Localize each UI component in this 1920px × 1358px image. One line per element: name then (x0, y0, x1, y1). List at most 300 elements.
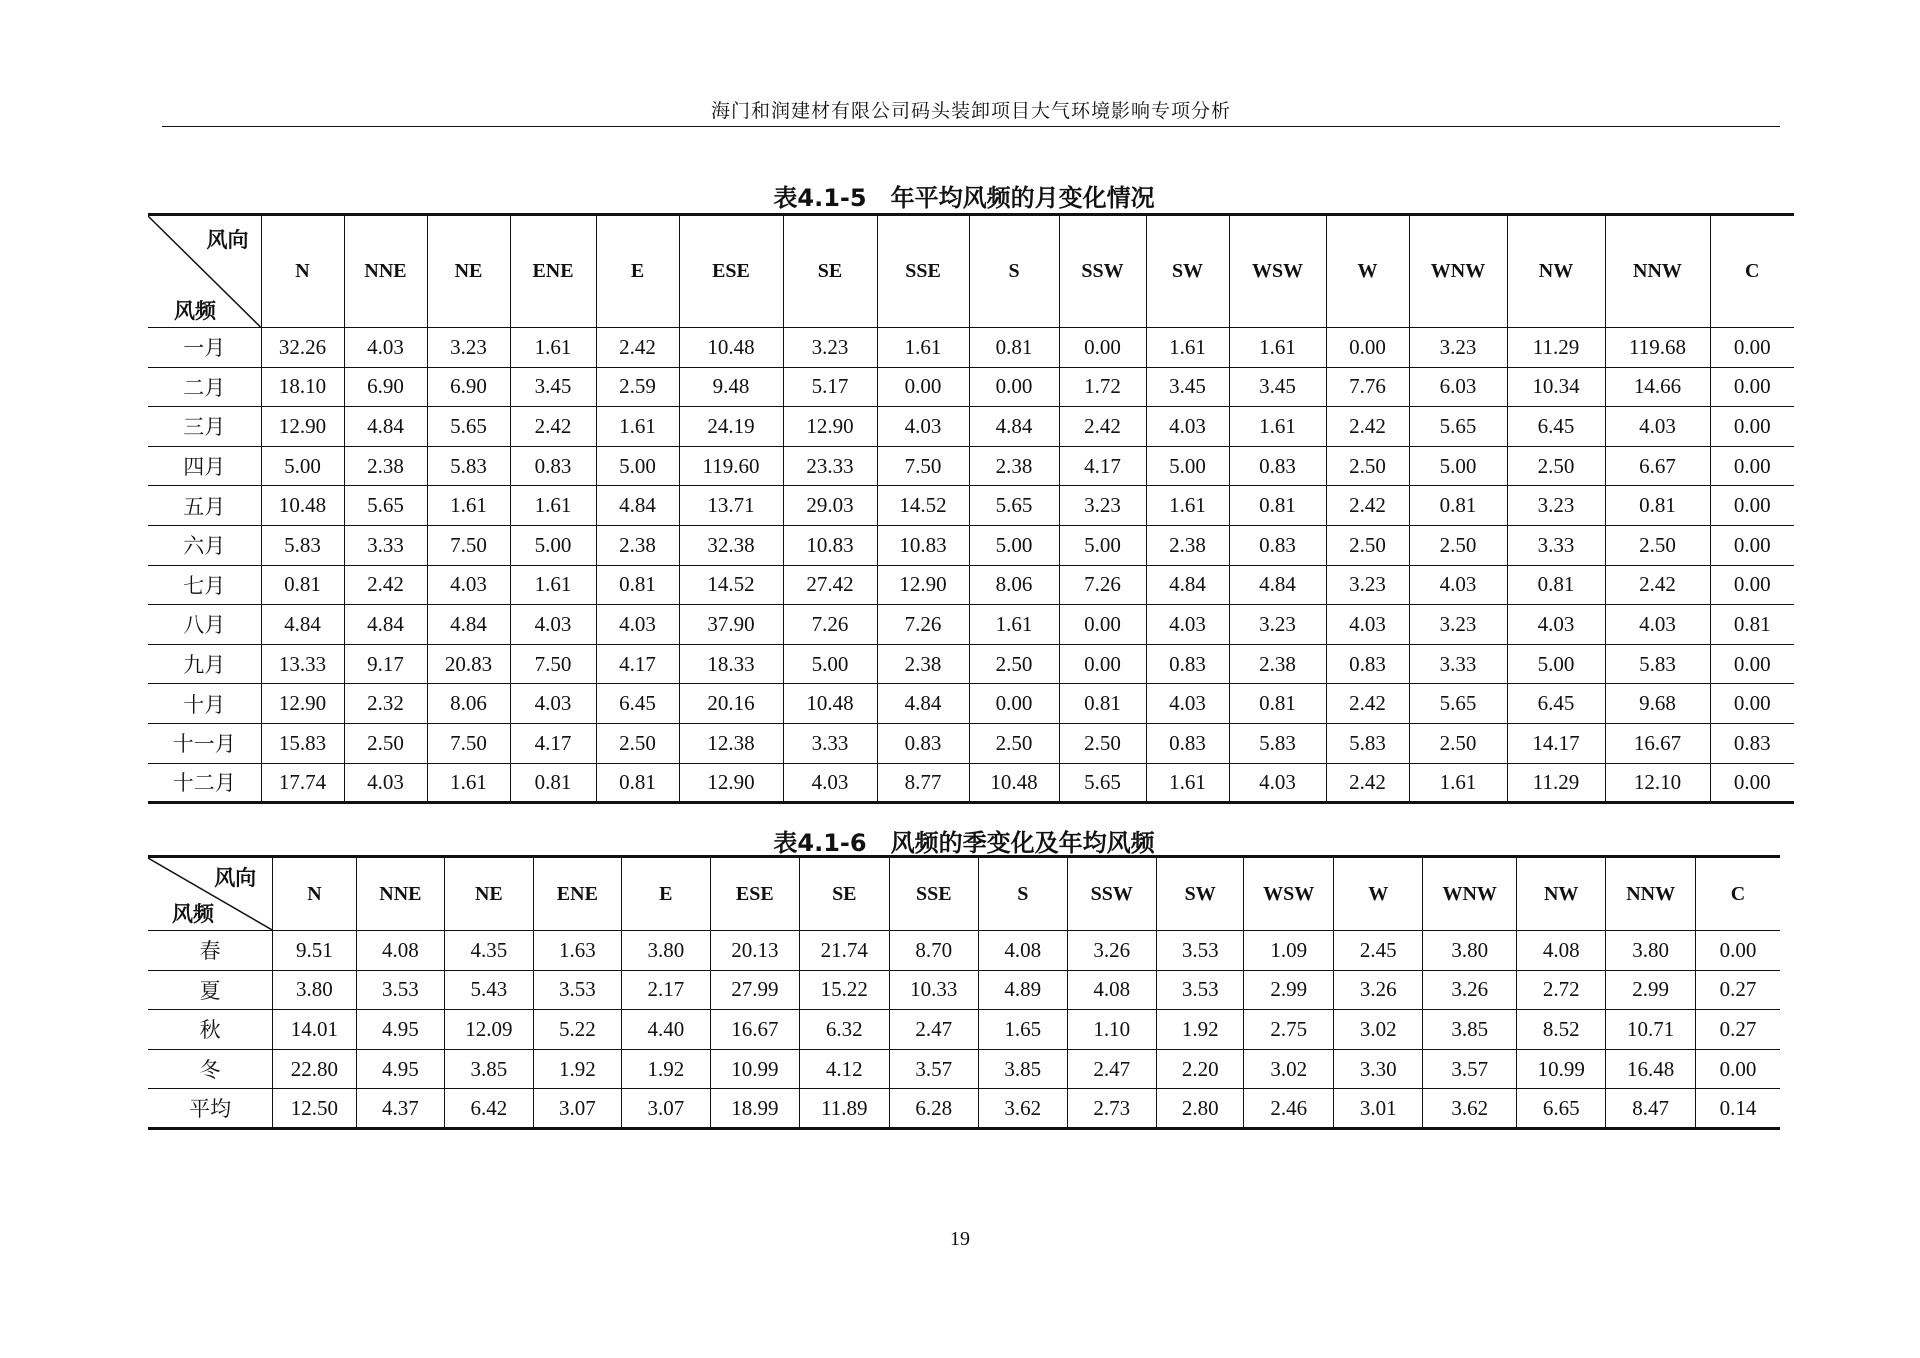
row-label: 冬 (148, 1049, 273, 1089)
table-row (148, 723, 1794, 763)
column-header: ESE (679, 215, 783, 328)
table-cell: 0.00 (1326, 328, 1409, 368)
table-cell: 2.72 (1516, 970, 1605, 1010)
table-cell: 10.83 (877, 525, 969, 565)
table-cell: 4.84 (344, 407, 427, 447)
table1-title: 表4.1-5 年平均风频的月变化情况 (773, 184, 1155, 212)
table-cell: 18.10 (261, 367, 344, 407)
table-cell: 7.26 (783, 605, 877, 645)
table-cell: 4.37 (356, 1089, 444, 1129)
table-cell: 5.65 (344, 486, 427, 526)
table-cell: 12.09 (445, 1010, 533, 1050)
table-cell: 4.03 (596, 605, 679, 645)
table-cell: 8.77 (877, 763, 969, 803)
table-cell: 7.50 (427, 723, 510, 763)
table-cell: 0.83 (1229, 446, 1326, 486)
column-header: SSW (1067, 857, 1156, 931)
table-cell: 12.50 (273, 1089, 356, 1129)
row-label: 平均 (148, 1089, 273, 1129)
column-header: NW (1516, 857, 1605, 931)
table-cell: 7.76 (1326, 367, 1409, 407)
table-cell: 5.00 (596, 446, 679, 486)
table-cell: 2.73 (1067, 1089, 1156, 1129)
table-row (148, 446, 1794, 486)
table-cell: 3.53 (533, 970, 621, 1010)
table-cell: 5.22 (533, 1010, 621, 1050)
table-cell: 5.83 (1605, 644, 1710, 684)
row-label: 一月 (148, 328, 261, 368)
table-cell: 5.83 (261, 525, 344, 565)
table-cell: 3.02 (1244, 1049, 1333, 1089)
table-cell: 0.00 (1059, 644, 1146, 684)
table-cell: 20.16 (679, 684, 783, 724)
table-cell: 5.00 (1146, 446, 1229, 486)
table-cell: 4.08 (979, 931, 1067, 971)
table-cell: 4.03 (510, 684, 596, 724)
table-cell: 0.81 (1229, 684, 1326, 724)
table-cell: 1.09 (1244, 931, 1333, 971)
table-row (148, 367, 1794, 407)
table-cell: 4.03 (1146, 684, 1229, 724)
table-cell: 12.38 (679, 723, 783, 763)
table-cell: 0.00 (1710, 328, 1794, 368)
table-cell: 3.33 (1507, 525, 1605, 565)
table-cell: 22.80 (273, 1049, 356, 1089)
table-cell: 0.00 (1059, 605, 1146, 645)
table-cell: 3.53 (1157, 931, 1244, 971)
table-row (148, 763, 1794, 803)
table-cell: 3.45 (1146, 367, 1229, 407)
table-cell: 0.00 (1710, 367, 1794, 407)
table-cell: 3.62 (1423, 1089, 1517, 1129)
table-cell: 14.01 (273, 1010, 356, 1050)
table-cell: 5.83 (1229, 723, 1326, 763)
table-cell: 4.89 (979, 970, 1067, 1010)
table-cell: 0.81 (1409, 486, 1507, 526)
table-cell: 5.65 (427, 407, 510, 447)
table-cell: 5.00 (261, 446, 344, 486)
table-cell: 12.90 (261, 407, 344, 447)
table-row (148, 970, 1780, 1010)
column-header: ENE (510, 215, 596, 328)
table-cell: 0.27 (1695, 970, 1780, 1010)
table-row (148, 407, 1794, 447)
table-cell: 15.83 (261, 723, 344, 763)
table-cell: 5.00 (1507, 644, 1605, 684)
table-cell: 3.80 (622, 931, 710, 971)
header-rule (162, 126, 1780, 127)
table-cell: 4.03 (344, 328, 427, 368)
table-cell: 10.48 (783, 684, 877, 724)
table-cell: 1.61 (1229, 407, 1326, 447)
table-cell: 4.84 (1146, 565, 1229, 605)
table-cell: 3.57 (889, 1049, 978, 1089)
column-header: C (1710, 215, 1794, 328)
table-cell: 1.61 (1409, 763, 1507, 803)
table-cell: 20.13 (710, 931, 799, 971)
table-cell: 1.92 (1157, 1010, 1244, 1050)
table-cell: 32.26 (261, 328, 344, 368)
table-cell: 29.03 (783, 486, 877, 526)
table-cell: 2.42 (510, 407, 596, 447)
table-cell: 3.26 (1423, 970, 1517, 1010)
table-cell: 0.83 (1146, 723, 1229, 763)
table-cell: 8.47 (1606, 1089, 1695, 1129)
table-cell: 2.50 (1326, 446, 1409, 486)
corner-label-direction: 风向 (206, 228, 249, 252)
table-cell: 2.99 (1244, 970, 1333, 1010)
table-cell: 5.00 (1409, 446, 1507, 486)
table-cell: 3.23 (1059, 486, 1146, 526)
table-row (148, 684, 1794, 724)
table-cell: 3.80 (273, 970, 356, 1010)
row-label: 三月 (148, 407, 261, 447)
table-cell: 3.62 (979, 1089, 1067, 1129)
table-cell: 119.60 (679, 446, 783, 486)
column-header: NW (1507, 215, 1605, 328)
table-cell: 3.80 (1423, 931, 1517, 971)
table-cell: 0.00 (969, 684, 1059, 724)
table-cell: 10.48 (969, 763, 1059, 803)
table2-title: 表4.1-6 风频的季变化及年均风频 (773, 829, 1155, 857)
table-cell: 0.81 (1710, 605, 1794, 645)
table-cell: 2.42 (1326, 486, 1409, 526)
table-cell: 2.80 (1157, 1089, 1244, 1129)
corner-header-cell (148, 215, 261, 328)
table-cell: 2.50 (344, 723, 427, 763)
table-cell: 0.81 (596, 565, 679, 605)
row-label: 十月 (148, 684, 261, 724)
table-cell: 3.02 (1333, 1010, 1422, 1050)
table-cell: 7.26 (1059, 565, 1146, 605)
table-cell: 2.50 (1409, 723, 1507, 763)
table-row (148, 525, 1794, 565)
table-cell: 3.85 (1423, 1010, 1517, 1050)
table-cell: 4.95 (356, 1049, 444, 1089)
table-cell: 18.33 (679, 644, 783, 684)
table-cell: 2.50 (1059, 723, 1146, 763)
table-cell: 2.42 (1326, 684, 1409, 724)
column-header: NE (427, 215, 510, 328)
column-header: SSE (889, 857, 978, 931)
row-label: 六月 (148, 525, 261, 565)
table-cell: 0.00 (1710, 407, 1794, 447)
table-cell: 4.08 (356, 931, 444, 971)
corner-label-direction: 风向 (214, 866, 257, 890)
table-cell: 4.03 (1229, 763, 1326, 803)
table-cell: 2.59 (596, 367, 679, 407)
column-header: C (1695, 857, 1780, 931)
table-cell: 12.10 (1605, 763, 1710, 803)
table-cell: 2.75 (1244, 1010, 1333, 1050)
table-cell: 1.61 (877, 328, 969, 368)
table-cell: 3.45 (510, 367, 596, 407)
table-cell: 24.19 (679, 407, 783, 447)
column-header: N (273, 857, 356, 931)
table-cell: 3.23 (427, 328, 510, 368)
table-cell: 3.53 (356, 970, 444, 1010)
table-cell: 14.66 (1605, 367, 1710, 407)
table-cell: 2.50 (1507, 446, 1605, 486)
table-cell: 6.90 (427, 367, 510, 407)
table-cell: 3.23 (1409, 605, 1507, 645)
table-cell: 1.61 (427, 486, 510, 526)
column-header: NE (445, 857, 533, 931)
table-cell: 3.26 (1067, 931, 1156, 971)
table-cell: 0.27 (1695, 1010, 1780, 1050)
table-cell: 3.53 (1157, 970, 1244, 1010)
table-cell: 20.83 (427, 644, 510, 684)
table-cell: 1.92 (622, 1049, 710, 1089)
column-header: S (979, 857, 1067, 931)
table-cell: 2.42 (1059, 407, 1146, 447)
table-cell: 5.83 (427, 446, 510, 486)
table-cell: 4.03 (510, 605, 596, 645)
table-cell: 6.67 (1605, 446, 1710, 486)
table-cell: 0.81 (596, 763, 679, 803)
table-cell: 12.90 (783, 407, 877, 447)
seasonal-wind-frequency-table (148, 855, 1780, 1130)
table-row (148, 486, 1794, 526)
column-header: SSW (1059, 215, 1146, 328)
table-cell: 3.23 (783, 328, 877, 368)
column-header: WSW (1244, 857, 1333, 931)
table-cell: 1.61 (596, 407, 679, 447)
column-header: NNE (344, 215, 427, 328)
column-header: ESE (710, 857, 799, 931)
table-cell: 3.07 (533, 1089, 621, 1129)
table-cell: 1.61 (510, 486, 596, 526)
table-row (148, 931, 1780, 971)
table-cell: 2.50 (1409, 525, 1507, 565)
table-cell: 4.84 (1229, 565, 1326, 605)
table-cell: 0.00 (1695, 931, 1780, 971)
row-label: 夏 (148, 970, 273, 1010)
table-cell: 10.99 (1516, 1049, 1605, 1089)
table-cell: 0.83 (1326, 644, 1409, 684)
table-cell: 10.83 (783, 525, 877, 565)
table-cell: 3.23 (1229, 605, 1326, 645)
row-label: 九月 (148, 644, 261, 684)
table-cell: 3.07 (622, 1089, 710, 1129)
table-cell: 4.03 (1146, 407, 1229, 447)
table-cell: 2.50 (969, 723, 1059, 763)
column-header: NNW (1605, 215, 1710, 328)
table-cell: 1.61 (1146, 486, 1229, 526)
table-cell: 119.68 (1605, 328, 1710, 368)
table-cell: 5.83 (1326, 723, 1409, 763)
table-cell: 1.61 (1229, 328, 1326, 368)
table-cell: 2.42 (1326, 763, 1409, 803)
table-cell: 2.38 (1229, 644, 1326, 684)
column-header: NNW (1606, 857, 1695, 931)
table-cell: 11.89 (800, 1089, 889, 1129)
table-cell: 4.03 (1605, 407, 1710, 447)
table-cell: 14.52 (679, 565, 783, 605)
table-cell: 32.38 (679, 525, 783, 565)
table-cell: 0.00 (1710, 684, 1794, 724)
table-cell: 13.33 (261, 644, 344, 684)
column-header: SW (1157, 857, 1244, 931)
row-label: 四月 (148, 446, 261, 486)
header-row (148, 857, 1780, 931)
table-cell: 4.84 (344, 605, 427, 645)
table-cell: 0.00 (1710, 486, 1794, 526)
table-cell: 12.90 (679, 763, 783, 803)
table-cell: 6.65 (1516, 1089, 1605, 1129)
table-cell: 4.03 (1605, 605, 1710, 645)
table-cell: 6.03 (1409, 367, 1507, 407)
table-cell: 5.17 (783, 367, 877, 407)
table-cell: 5.00 (969, 525, 1059, 565)
table-cell: 2.32 (344, 684, 427, 724)
table-cell: 0.83 (1710, 723, 1794, 763)
table-cell: 2.38 (877, 644, 969, 684)
table-cell: 14.52 (877, 486, 969, 526)
table-cell: 1.61 (510, 328, 596, 368)
table-cell: 1.61 (427, 763, 510, 803)
row-label: 七月 (148, 565, 261, 605)
table-cell: 1.63 (533, 931, 621, 971)
table-cell: 1.61 (1146, 763, 1229, 803)
table-cell: 2.50 (1605, 525, 1710, 565)
table-cell: 3.01 (1333, 1089, 1422, 1129)
table-row (148, 328, 1794, 368)
table-cell: 1.72 (1059, 367, 1146, 407)
table-cell: 2.50 (969, 644, 1059, 684)
table-cell: 4.08 (1516, 931, 1605, 971)
table-cell: 11.29 (1507, 763, 1605, 803)
column-header: SW (1146, 215, 1229, 328)
table-cell: 3.26 (1333, 970, 1422, 1010)
table-cell: 4.17 (510, 723, 596, 763)
table-cell: 7.50 (427, 525, 510, 565)
table-cell: 0.83 (1146, 644, 1229, 684)
table-cell: 0.00 (1710, 644, 1794, 684)
table-cell: 0.81 (969, 328, 1059, 368)
table-cell: 2.47 (1067, 1049, 1156, 1089)
column-header: S (969, 215, 1059, 328)
table-row (148, 1089, 1780, 1129)
table-cell: 6.45 (1507, 684, 1605, 724)
table-cell: 15.22 (800, 970, 889, 1010)
row-label: 十一月 (148, 723, 261, 763)
corner-header-cell (148, 857, 273, 931)
table-cell: 0.83 (877, 723, 969, 763)
table-cell: 2.17 (622, 970, 710, 1010)
table-cell: 4.03 (1146, 605, 1229, 645)
table-cell: 2.38 (344, 446, 427, 486)
column-header: E (596, 215, 679, 328)
table-cell: 2.42 (344, 565, 427, 605)
table-cell: 4.95 (356, 1010, 444, 1050)
table-cell: 6.28 (889, 1089, 978, 1129)
table-cell: 2.20 (1157, 1049, 1244, 1089)
table-cell: 12.90 (261, 684, 344, 724)
table-cell: 2.42 (1605, 565, 1710, 605)
table-cell: 0.00 (1710, 525, 1794, 565)
table-cell: 1.61 (510, 565, 596, 605)
table-cell: 4.03 (783, 763, 877, 803)
table-cell: 2.99 (1606, 970, 1695, 1010)
page-header: 海门和润建材有限公司码头装卸项目大气环境影响专项分析 (710, 100, 1231, 122)
table-cell: 10.33 (889, 970, 978, 1010)
row-label: 二月 (148, 367, 261, 407)
table-cell: 7.50 (877, 446, 969, 486)
column-header: WNW (1409, 215, 1507, 328)
table-cell: 0.81 (1605, 486, 1710, 526)
table-cell: 5.00 (783, 644, 877, 684)
table-cell: 1.92 (533, 1049, 621, 1089)
table-cell: 6.45 (1507, 407, 1605, 447)
table-cell: 6.42 (445, 1089, 533, 1129)
table-cell: 0.00 (1059, 328, 1146, 368)
table-cell: 3.80 (1606, 931, 1695, 971)
table-cell: 10.34 (1507, 367, 1605, 407)
table-cell: 6.32 (800, 1010, 889, 1050)
table-cell: 4.35 (445, 931, 533, 971)
table-cell: 8.06 (427, 684, 510, 724)
table-cell: 2.38 (969, 446, 1059, 486)
table-cell: 16.48 (1606, 1049, 1695, 1089)
table-cell: 10.48 (261, 486, 344, 526)
table-cell: 0.00 (969, 367, 1059, 407)
column-header: WNW (1423, 857, 1517, 931)
table-cell: 11.29 (1507, 328, 1605, 368)
table-cell: 3.30 (1333, 1049, 1422, 1089)
page-number: 19 (950, 1228, 970, 1250)
table-cell: 4.08 (1067, 970, 1156, 1010)
table-cell: 5.65 (1409, 684, 1507, 724)
table-cell: 4.03 (1409, 565, 1507, 605)
table-row (148, 605, 1794, 645)
table-cell: 27.99 (710, 970, 799, 1010)
table-cell: 2.45 (1333, 931, 1422, 971)
table-cell: 7.26 (877, 605, 969, 645)
table-cell: 9.51 (273, 931, 356, 971)
table-cell: 4.03 (1507, 605, 1605, 645)
table-row (148, 1049, 1780, 1089)
table-cell: 0.14 (1695, 1089, 1780, 1129)
table-cell: 9.68 (1605, 684, 1710, 724)
table-cell: 8.06 (969, 565, 1059, 605)
table-cell: 3.45 (1229, 367, 1326, 407)
table-cell: 5.65 (1059, 763, 1146, 803)
table-cell: 0.00 (1710, 763, 1794, 803)
table-cell: 37.90 (679, 605, 783, 645)
table-cell: 4.03 (427, 565, 510, 605)
table-cell: 27.42 (783, 565, 877, 605)
table-cell: 4.03 (1326, 605, 1409, 645)
column-header: ENE (533, 857, 621, 931)
table-cell: 3.23 (1409, 328, 1507, 368)
table-cell: 10.48 (679, 328, 783, 368)
table-cell: 3.57 (1423, 1049, 1517, 1089)
table-row (148, 1010, 1780, 1050)
table-cell: 0.00 (877, 367, 969, 407)
monthly-wind-frequency-table (148, 213, 1794, 804)
table-cell: 16.67 (1605, 723, 1710, 763)
table-cell: 0.00 (1695, 1049, 1780, 1089)
row-label: 秋 (148, 1010, 273, 1050)
table-cell: 9.48 (679, 367, 783, 407)
table-cell: 8.52 (1516, 1010, 1605, 1050)
table-cell: 1.65 (979, 1010, 1067, 1050)
table-cell: 16.67 (710, 1010, 799, 1050)
table-row (148, 565, 1794, 605)
column-header: E (622, 857, 710, 931)
table-cell: 4.12 (800, 1049, 889, 1089)
